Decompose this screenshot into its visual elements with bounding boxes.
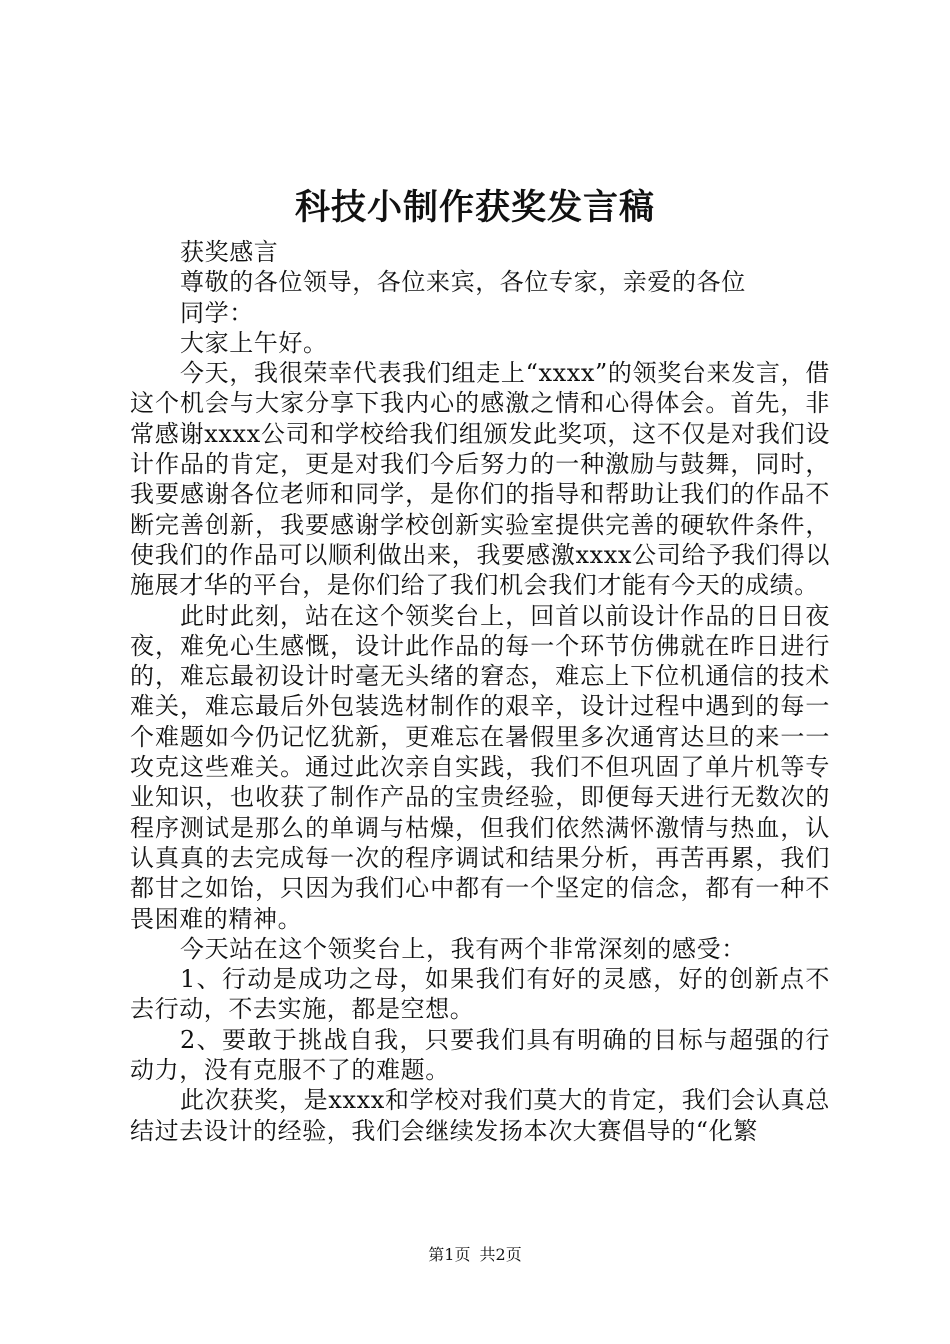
paragraph: 此时此刻，站在这个领奖台上，回首以前设计作品的日日夜夜，难免心生感慨，设计此作品的每一个环节仿佛就在昨日进行的，难忘最初设计时毫无头绪的窘态，难忘上下位机通信的技术难关，难忘最后外包装选材制作的艰辛，设计过程中遇到的每一个难题如今仍记忆犹新，更难忘在暑假里多次通宵达旦的来一一攻克这些难关。通过此次亲自实践，我们不但巩固了单片机等专业知识，也收获了制作产品的宝贵经验，即便每天进行无数次的程序测试是那么的单调与枯燥，但我们依然满怀激情与热血，认认真真的去完成每一次的程序调试和结果分析，再苦再累，我们都甘之如饴，只因为我们心中都有一个坚定的信念，都有一种不畏困难的精神。 [130, 601, 830, 933]
page-footer [0, 1244, 950, 1266]
page-number: 第1页 [428, 1245, 471, 1264]
document-body [130, 237, 830, 1146]
paragraph: 获奖感言 [180, 238, 279, 266]
paragraph: 尊敬的各位领导，各位来宾，各位专家，亲爱的各位 [180, 268, 746, 297]
paragraph: 今天站在这个领奖台上，我有两个非常深刻的感受： [180, 934, 746, 963]
paragraph: 2、要敢于挑战自我，只要我们具有明确的目标与超强的行动力，没有克服不了的难题。 [130, 1025, 830, 1085]
document-title: 科技小制作获奖发言稿 [294, 187, 655, 228]
paragraph: 同学： [180, 298, 254, 327]
paragraph: 1、行动是成功之母，如果我们有好的灵感，好的创新点不去行动，不去实施，都是空想。 [130, 965, 830, 1024]
paragraph: 此次获奖，是xxxx和学校对我们莫大的肯定，我们会认真总结过去设计的经验，我们会继续发扬本次大赛倡导的“化繁 [130, 1086, 830, 1145]
paragraph: 今天，我很荣幸代表我们组走上“xxxx”的领奖台来发言，借这个机会与大家分享下我内心的感激之情和心得体会。首先，非常感谢xxxx公司和学校给我们组颁发此奖项，这不仅是对我们设计作品的肯定，更是对我们今后努力的一种激励与鼓舞，同时，我要感谢各位老师和同学，是你们的指导和帮助让我们的作品不断完善创新，我要感谢学校创新实验室提供完善的硬软件条件，使我们的作品可以顺利做出来，我要感激xxxx公司给予我们得以施展才华的平台，是你们给了我们机会我们才能有今天的成绩。 [130, 359, 830, 600]
page-total: 共2页 [479, 1245, 522, 1264]
paragraph: 大家上午好。 [180, 328, 328, 357]
